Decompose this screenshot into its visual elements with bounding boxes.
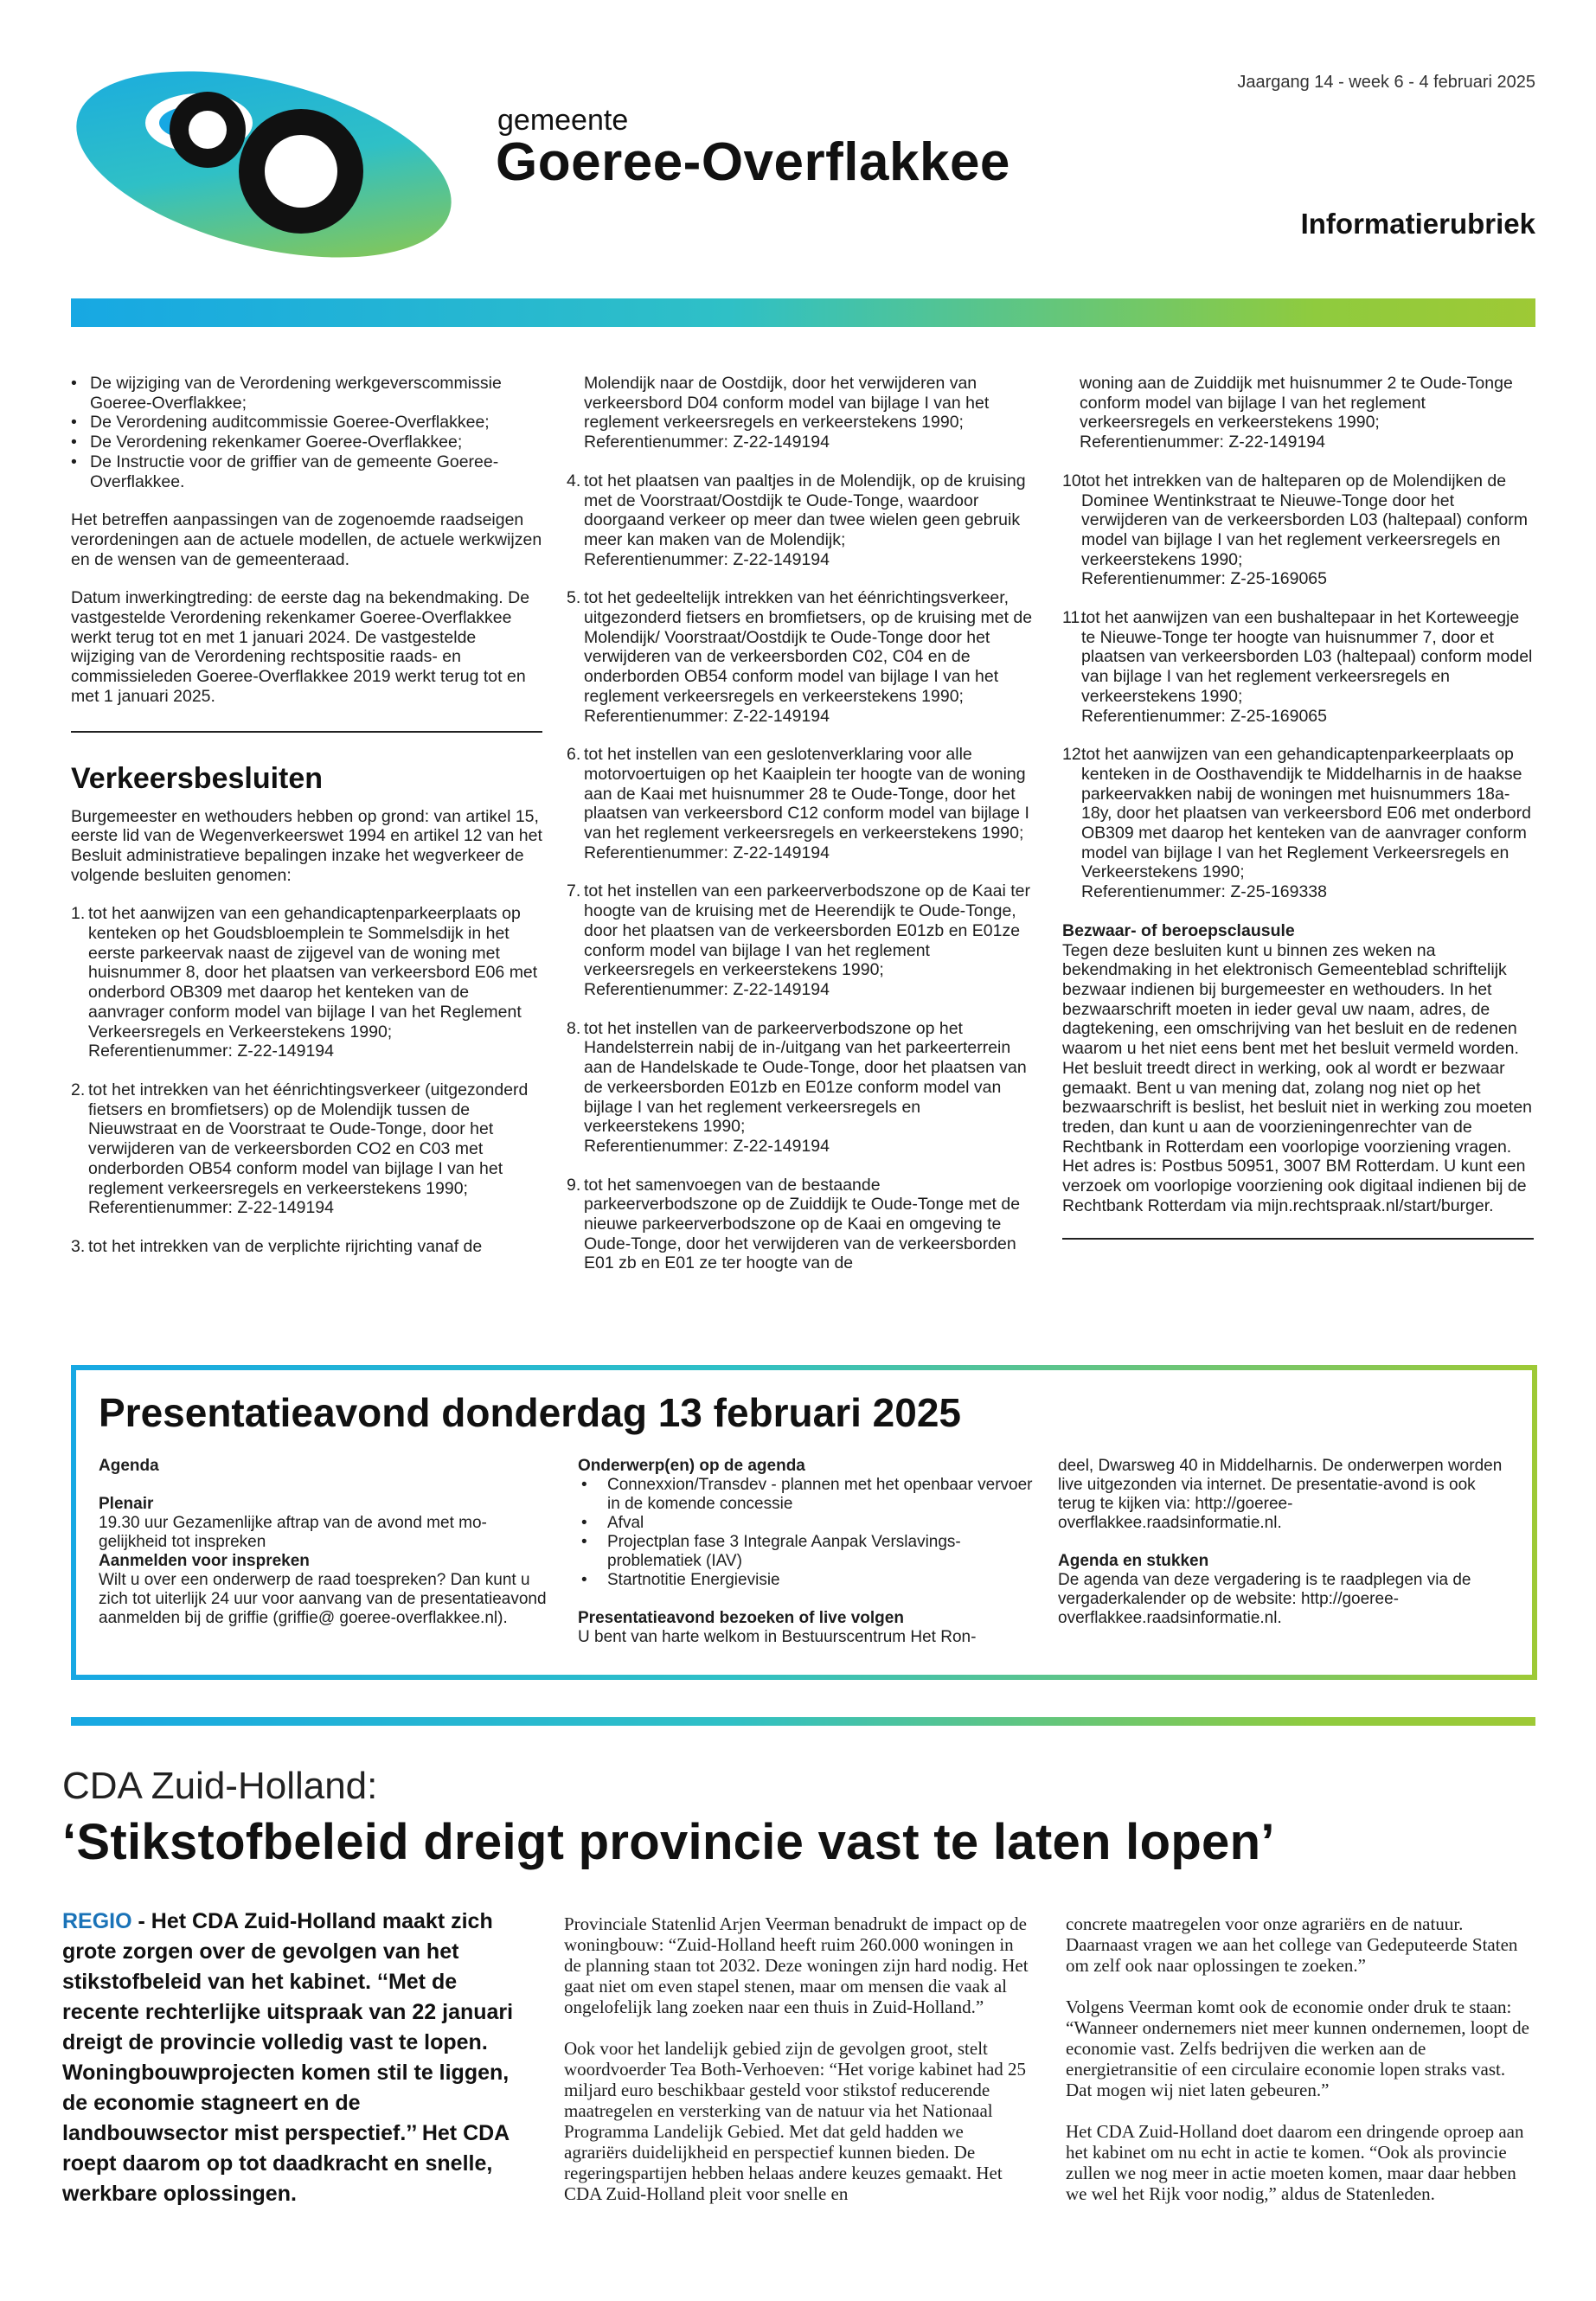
divider [1062,1238,1534,1240]
header-gradient-bar [71,298,1535,327]
municipality-logo [69,69,458,260]
list-item: • De Verordening rekenkamer Goeree-Overflakkee; [71,433,542,452]
reference-number: Referentienummer: Z-22-149194 [584,549,830,569]
list-item: • Startnotitie Energievisie [578,1571,1045,1590]
reference-number: Referentienummer: Z-22-149194 [584,843,830,862]
item-number: 1. [71,904,86,924]
item-text: tot het samenvoegen van de bestaande parkeerverbodszone op de Zuiddijk te Oude-Tonge met de nieuwe parkeerverbodszone op de Kaai en omgeving te Oude-Tonge, door het verwijderen van de verkeersborden E01 zb en E01 ze ter hoogte van de [584,1175,1021,1273]
aanmelden-text: Wilt u over een onderwerp de raad toespreken? Dan kunt u zich tot uiterlijk 24 uur voor aanvang van de presentatieavond aanmelden bij de griffie (griffie@ goeree-overflakkee.nl). [99,1571,547,1627]
presentation-column-1 [99,1457,548,1628]
item-text: tot het intrekken van de halteparen op de Molendijken de Dominee Wentinkstraat te Nieuwe-Tonge door het verwijderen van de verkeersborden L03 (haltepaal) conform model van bijlage I van het reglement verkeersregels en verkeerstekens 1990; [1081,471,1528,569]
objection-text: Tegen deze besluiten kunt u binnen zes weken na bekendmaking in het elektronisch Gemeenteblad schriftelijk bezwaar indienen bij burgemeester en wethouders. In het bezwaarschrift moeten in ieder geval uw naam, adres, de dagtekening, een omschrijving van het besluit en de redenen waarom u het niet eens bent met het besluit vermeld worden. Het besluit treedt direct in werking, ook al wordt er bezwaar gemaakt. Bent u van mening dat, zolang nog niet op het bezwaarschrift is beslist, het besluit niet in werking zou moeten treden, dan kunt u aan de voorzieningenrechter van de Rechtbank in Rotterdam een voorlopige voorziening vragen. Het adres is: Postbus 50951, 3007 BM Rotterdam. U kunt een verzoek om voorlopige voorziening ook digitaal indienen bij de Rechtbank Rotterdam via mijn.rechtspraak.nl/start/burger. [1062,940,1533,1215]
paragraph: Datum inwerkingtreding: de eerste dag na bekendmaking. De vastgestelde Verordening rekenkamer Goeree-Overflakkee werkt terug tot en met 1 januari 2024. De vastgestelde wijziging van de Verordening rechtspositie raads- en commissieleden Goeree-Overflakkee 2019 werkt terug tot en met 1 januari 2025. [71,588,530,706]
presentation-column-2 [578,1457,1045,1647]
objection-heading: Bezwaar- of beroepsclausule [1062,920,1295,940]
item-number: 9. [567,1175,581,1195]
item-text: tot het instellen van een geslotenverklaring voor alle motorvoertuigen op het Kaaiplein ter hoogte van de woning aan de Kaai met huisnummer 28 te Oude-Tonge, door het plaatsen van verkeersbord C12 conform model van bijlage I van het reglement verkeersregels en verkeerstekens 1990; [584,745,1029,843]
column-2 [567,374,1038,1292]
presentation-box [71,1365,1537,1680]
item-text: tot het intrekken van de verplichte rijrichting vanaf de [88,1236,483,1256]
article-column-2 [564,1913,1031,2225]
agenda-label: Agenda [99,1457,159,1475]
item-number: 5. [567,588,581,608]
reference-number: Referentienummer: Z-22-149194 [88,1198,334,1218]
item-text: tot het plaatsen van paaltjes in de Molendijk, op de kruising met de Voorstraat/Oostdijk te Oude-Tonge, waardoor doorgaand verkeer op meer dan twee wielen geen gebruik meer kan maken van de Molendijk; [584,471,1026,549]
topics-label: Onderwerp(en) op de agenda [578,1457,805,1475]
item-text: tot het intrekken van het éénrichtingsverkeer (uitgezonderd fietsers en bromfietsers) op de Molendijk tussen de Nieuwstraat en de Voorstraat te Oude-Tonge, door het verwijderen van de verkeersborden CO2 en C03 met onderborden OB54 conform model van bijlage I van het reglement verkeersregels en verkeerstekens 1990; [88,1080,529,1198]
section-heading: Verkeersbesluiten [71,761,324,795]
item-text: woning aan de Zuiddijk met huisnummer 2 te Oude-Tonge conform model van bijlage I van het reglement verkeersregels en verkeerstekens 1990; [1080,374,1513,433]
list-item-continuation [567,374,1038,452]
lead-text: - Het CDA Zuid-Holland maakt zich grote zorgen over de gevolgen van het stikstofbeleid van het kabinet. ‘‘Met de recente rechterlijke uitspraak van 22 januari dreigt de provincie volledig vast te lopen. Woningbouwprojecten komen stil te liggen, de economie stagneert en de landbouwsector mist perspectief.’’ Het CDA roept daarom op tot daadkracht en snelle, werkbare oplossingen. [62,1909,514,2206]
regulation-list [71,374,542,491]
reference-number: Referentienummer: Z-22-149194 [584,706,830,726]
article-paragraph: Provinciale Statenlid Arjen Veerman benadrukt de impact op de woningbouw: “Zuid-Holland heeft ruim 260.000 woningen in de planning staan tot 2032. Deze woningen zijn hard nodig. Het gaat niet om even stapel stenen, maar om mensen die vaak al ongelofelijk lang zoeken naar een thuis in Zuid-Holland.” [564,1913,1029,2017]
paragraph: Het betreffen aanpassingen van de zogenoemde raadseigen verordeningen aan de actuele modellen, de actuele werkwijzen en de wensen van de gemeenteraad. [71,510,542,569]
brand-subtitle: gemeente [497,104,629,137]
column-3 [1062,374,1534,1269]
item-number: 6. [567,745,581,765]
list-item [567,745,1038,862]
documents-label: Agenda en stukken [1058,1552,1209,1570]
item-number: 12. [1062,745,1086,765]
decision-list [1062,374,1534,902]
list-item [71,1080,542,1218]
list-item: • De Instructie voor de griffier van de gemeente Goeree-Overflakkee. [71,452,542,491]
list-item: • Projectplan fase 3 Integrale Aanpak Verslavings-problematiek (IAV) [578,1533,1045,1571]
visit-label: Presentatieavond bezoeken of live volgen [578,1609,904,1627]
article-lead [62,1907,529,2209]
list-item [567,471,1038,570]
item-number: 7. [567,881,581,901]
reference-number: Referentienummer: Z-22-149194 [88,1042,334,1061]
divider [71,731,542,733]
list-item [71,904,542,1061]
list-item [567,588,1038,726]
brand-title: Goeree-Overflakkee [496,132,1010,192]
column-1 [71,374,542,1276]
item-text: tot het gedeeltelijk intrekken van het éénrichtingsverkeer, uitgezonderd fietsers en bromfietsers, op de kruising met de Molendijk/ Voorstraat/Oostdijk te Oude-Tonge door het verwijderen van de verkeersborden C02, C04 en de onderborden OB54 conform model van bijlage I van het reglement verkeersregels en verkeerstekens 1990; [584,588,1033,706]
region-label: REGIO [62,1909,132,1933]
reference-number: Referentienummer: Z-25-169065 [1081,569,1327,589]
list-item [567,881,1038,999]
article-paragraph: Volgens Veerman komt ook de economie onder druk te staan: “Wanneer ondernemers niet meer kunnen ondernemen, loopt de economie vast. Zelfs bedrijven die werken aan de energietransitie of een circulaire economie lopen straks vast. Dat mogen wij niet laten gebeuren.” [1066,1997,1529,2100]
item-number: 2. [71,1080,86,1099]
item-number: 10. [1062,471,1086,490]
list-item-continuation [1062,374,1534,452]
paragraph: Burgemeester en wethouders hebben op grond: van artikel 15, eerste lid van de Wegenverkeerswet 1994 en artikel 12 van het Besluit administratieve bepalingen inzake het wegverkeer de volgende besluiten genomen: [71,806,542,885]
item-text: tot het aanwijzen van een gehandicaptenparkeerplaats op kenteken in de Oosthavendijk te Middelharnis in de haakse parkeervakken nabij de woningen met huisnummers 18a-18y, door het plaatsen van verkeersbord E06 met onderbord OB309 met daarop het kenteken van de aanvrager conform model van bijlage I van het Reglement Verkeersregels en Verkeerstekens 1990; [1081,745,1531,882]
article-title: ‘Stikstofbeleid dreigt provincie vast te laten lopen’ [62,1814,1275,1870]
rubric-title: Informatierubriek [1300,208,1535,240]
article-paragraph: Het CDA Zuid-Holland doet daarom een dringende oproep aan het kabinet om nu echt in actie te komen. “Ook als provincie zullen we nog meer in actie moeten komen, maar daar hebben we wel het Rijk voor nodig,” aldus de Statenleden. [1066,2121,1524,2204]
list-item [567,1019,1038,1157]
item-text: tot het aanwijzen van een gehandicaptenparkeerplaats op kenteken op het Goudsbloemplein te Sommelsdijk in het eerste parkeervak naast de zijgevel van de woning met huisnummer 8, door het plaatsen van verkeersbord E06 met onderbord OB309 met daarop het kenteken van de aanvrager conform model van bijlage I van het Reglement Verkeersregels en Verkeerstekens 1990; [88,904,538,1042]
edition-line: Jaargang 14 - week 6 - 4 februari 2025 [1237,73,1535,92]
list-item: • De Verordening auditcommissie Goeree-Overflakkee; [71,413,542,433]
aanmelden-label: Aanmelden voor inspreken [99,1552,310,1570]
list-item: • Afval [578,1514,1045,1533]
item-number: 11. [1062,608,1085,628]
visit-text-continued: deel, Dwarsweg 40 in Middelharnis. De onderwerpen worden live uitgezonden via internet. De presentatie-avond is ook terug te kijken via: http://goeree-overflakkee.raadsinformatie.nl. [1058,1457,1503,1532]
list-item [1062,471,1534,589]
topics-list [578,1476,1045,1590]
plenair-text: 19.30 uur Gezamenlijke aftrap van de avond met mo-gelijkheid tot inspreken [99,1514,487,1551]
article-paragraph: Ook voor het landelijk gebied zijn de gevolgen groot, stelt woordvoerder Tea Both-Verhoeven: “Het vorige kabinet had 25 miljard euro beschikbaar gesteld voor stikstof reducerende maatregelen en versterking van de natuur via het Nationaal Programma Landelijk Gebied. Met dat geld hadden we agrariërs duidelijkheid en perspectief kunnen bieden. De regeringspartijen hebben helaas andere keuzes gemaakt. Het CDA Zuid-Holland pleit voor snelle en [564,2038,1027,2204]
item-text: Molendijk naar de Oostdijk, door het verwijderen van verkeersbord D04 conform model van bijlage I van het reglement verkeersregels en verkeerstekens 1990; [584,374,990,433]
reference-number: Referentienummer: Z-22-149194 [584,979,830,999]
presentation-title: Presentatieavond donderdag 13 februari 2025 [99,1390,962,1435]
documents-text: De agenda van deze vergadering is te raadplegen via de vergaderkalender op de website: http://goeree-overflakkee.raadsinformatie.nl. [1058,1571,1471,1627]
reference-number: Referentienummer: Z-25-169065 [1081,706,1327,726]
list-item [71,1237,542,1257]
item-number: 3. [71,1236,86,1256]
list-item: • De wijziging van de Verordening werkgeverscommissie Goeree-Overflakkee; [71,374,542,413]
item-number: 4. [567,471,581,490]
list-item [1062,745,1534,902]
item-text: tot het instellen van de parkeerverbodszone op het Handelsterrein nabij de in-/uitgang van het parkeerterrein aan de Handelskade te Oude-Tonge, door het plaatsen van de verkeersborden E01zb en E01ze conform model van bijlage I van het reglement verkeersregels en verkeerstekens 1990; [584,1018,1027,1137]
item-number: 8. [567,1018,581,1038]
item-text: tot het aanwijzen van een bushaltepaar in het Korteweegje te Nieuwe-Tonge ter hoogte van huisnummer 7, door et plaatsen van verkeersborden L03 (haltepaal) conform model van bijlage I van het reglement verkeersregels en verkeerstekens 1990; [1081,608,1533,706]
plenair-label: Plenair [99,1495,154,1513]
list-item [567,1176,1038,1274]
reference-number: Referentienummer: Z-22-149194 [1080,433,1325,452]
list-item: • Connexxion/Transdev - plannen met het openbaar vervoer in de komende concessie [578,1476,1045,1514]
decision-list [71,904,542,1256]
section-gradient-bar [71,1717,1535,1726]
presentation-column-3 [1058,1457,1516,1628]
visit-text: U bent van harte welkom in Bestuurscentrum Het Ron- [578,1628,977,1646]
article-column-3 [1066,1913,1533,2225]
reference-number: Referentienummer: Z-22-149194 [584,1136,830,1156]
decision-list [567,374,1038,1273]
item-text: tot het instellen van een parkeerverbodszone op de Kaai ter hoogte van de kruising met de Heerendijk te Oude-Tonge, door het plaatsen van de verkeersborden E01zb en E01ze conform model van bijlage I van het reglement verkeersregels en verkeerstekens 1990; [584,881,1031,980]
list-item [1062,608,1534,726]
reference-number: Referentienummer: Z-25-169338 [1081,882,1327,902]
article-kicker: CDA Zuid-Holland: [62,1765,378,1807]
article-paragraph: concrete maatregelen voor onze agrariërs en de natuur. Daarnaast vragen we aan het college van Gedeputeerde Staten om zelf ook naar oplossingen te zoeken.” [1066,1913,1518,1976]
reference-number: Referentienummer: Z-22-149194 [584,433,830,452]
